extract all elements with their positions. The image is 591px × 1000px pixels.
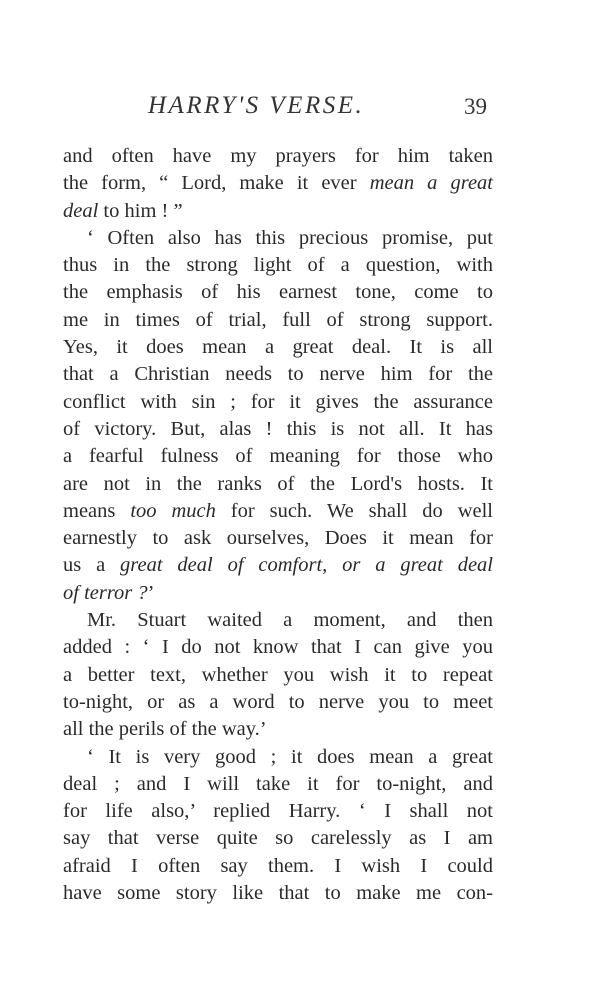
text-line: deal to him ! ” xyxy=(63,199,183,222)
text-line: conflict with sin ; for it gives the assurance xyxy=(63,390,493,413)
text-line: are not in the ranks of the Lord's hosts. It xyxy=(63,472,493,495)
text-line: to-night, or as a word to nerve you to meet xyxy=(63,690,493,713)
text-line: me in times of trial, full of strong support. xyxy=(63,308,493,331)
text-line: the form, “ Lord, make it ever mean a great xyxy=(63,172,494,195)
text-line: afraid I often say them. I wish I could xyxy=(63,854,493,877)
text-line: means too much for such. We shall do well xyxy=(63,499,493,522)
page-header xyxy=(0,92,591,132)
text-line: deal ; and I will take it for to-night, and xyxy=(63,772,493,795)
page-number: 39 xyxy=(464,94,487,119)
text-line: a fearful fulness of meaning for those who xyxy=(63,445,493,468)
running-title: HARRY'S VERSE. xyxy=(148,92,365,119)
italic-phrase: of terror ? xyxy=(63,581,148,604)
text-line: ‘ It is very good ; it does mean a great xyxy=(87,745,493,768)
text-line: have some story like that to make me con- xyxy=(63,882,493,905)
text-line: of victory. But, alas ! this is not all. It has xyxy=(63,417,493,440)
text-line: that a Christian needs to nerve him for the xyxy=(63,363,493,386)
text-line: Mr. Stuart waited a moment, and then xyxy=(87,609,493,632)
text-line: a better text, whether you wish it to repeat xyxy=(63,663,493,686)
text-line: of terror ?’ xyxy=(63,581,155,604)
text-line: us a great deal of comfort, or a great deal xyxy=(63,554,493,577)
text-line: ‘ Often also has this precious promise, put xyxy=(87,226,493,249)
text-line: thus in the strong light of a question, with xyxy=(63,254,493,277)
text-line: say that verse quite so carelessly as I am xyxy=(63,827,493,850)
text-line: added : ‘ I do not know that I can give you xyxy=(63,636,493,659)
body-text xyxy=(63,143,493,907)
text-line: all the perils of the way.’ xyxy=(63,718,267,741)
italic-phrase: great deal of comfort, or a great deal xyxy=(120,554,493,577)
text-line: Yes, it does mean a great deal. It is all xyxy=(63,336,493,359)
italic-phrase: too much xyxy=(130,499,216,522)
text-line: earnestly to ask ourselves, Does it mean for xyxy=(63,527,493,550)
text-line: and often have my prayers for him taken xyxy=(63,145,493,167)
text-line: the emphasis of his earnest tone, come to xyxy=(63,281,493,304)
italic-phrase: mean a great xyxy=(369,172,494,195)
text-line: for life also,’ replied Harry. ‘ I shall not xyxy=(63,800,493,823)
italic-phrase: deal xyxy=(63,199,99,222)
